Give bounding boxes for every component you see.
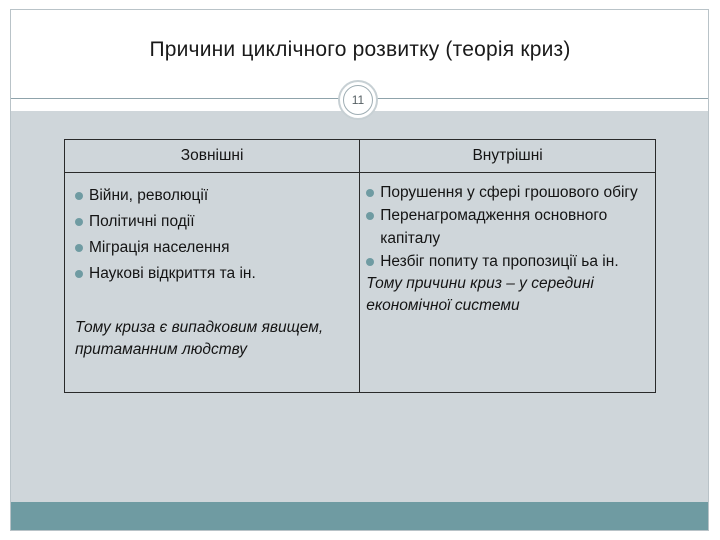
bullet-icon <box>75 218 83 226</box>
external-causes-cell <box>65 173 360 393</box>
footer-band <box>11 502 708 530</box>
bullet-icon <box>75 270 83 278</box>
slide-number: 11 <box>343 85 373 115</box>
list-item <box>366 181 649 204</box>
table-body-row <box>65 173 656 393</box>
list-item-text: Перенагромадження основного капіталу <box>380 207 608 247</box>
slide-title: Причини циклічного розвитку (теорія криз) <box>149 38 571 61</box>
list-item-text: Наукові відкриття та ін. <box>89 265 256 282</box>
external-causes-list <box>75 183 353 287</box>
header-external: Зовнішні <box>65 140 360 173</box>
list-item-text: Незбіг попиту та пропозиції ьа ін. <box>380 253 619 270</box>
slide-number-badge <box>338 80 378 120</box>
list-item-text: Міграція населення <box>89 239 230 256</box>
list-item <box>75 209 353 235</box>
bullet-icon <box>366 212 374 220</box>
list-item-text: Порушення у сфері грошового обігу <box>380 184 638 201</box>
header-internal: Внутрішні <box>360 140 656 173</box>
list-item <box>75 261 353 287</box>
bullet-icon <box>366 258 374 266</box>
external-conclusion: Тому криза є випадковим явищем, притаманним людству <box>75 319 324 358</box>
list-item-text: Війни, революції <box>89 187 209 204</box>
list-item <box>366 250 649 273</box>
bullet-icon <box>75 244 83 252</box>
bullet-icon <box>75 192 83 200</box>
list-item <box>366 204 649 250</box>
internal-causes-cell <box>360 173 656 393</box>
causes-table <box>64 139 656 393</box>
list-item <box>75 183 353 209</box>
internal-causes-list <box>366 181 649 273</box>
list-item-text: Політичні події <box>89 213 195 230</box>
internal-conclusion: Тому причини криз – у середині економічної системи <box>366 275 594 314</box>
bullet-icon <box>366 189 374 197</box>
table-header-row <box>65 140 656 173</box>
list-item <box>75 235 353 261</box>
